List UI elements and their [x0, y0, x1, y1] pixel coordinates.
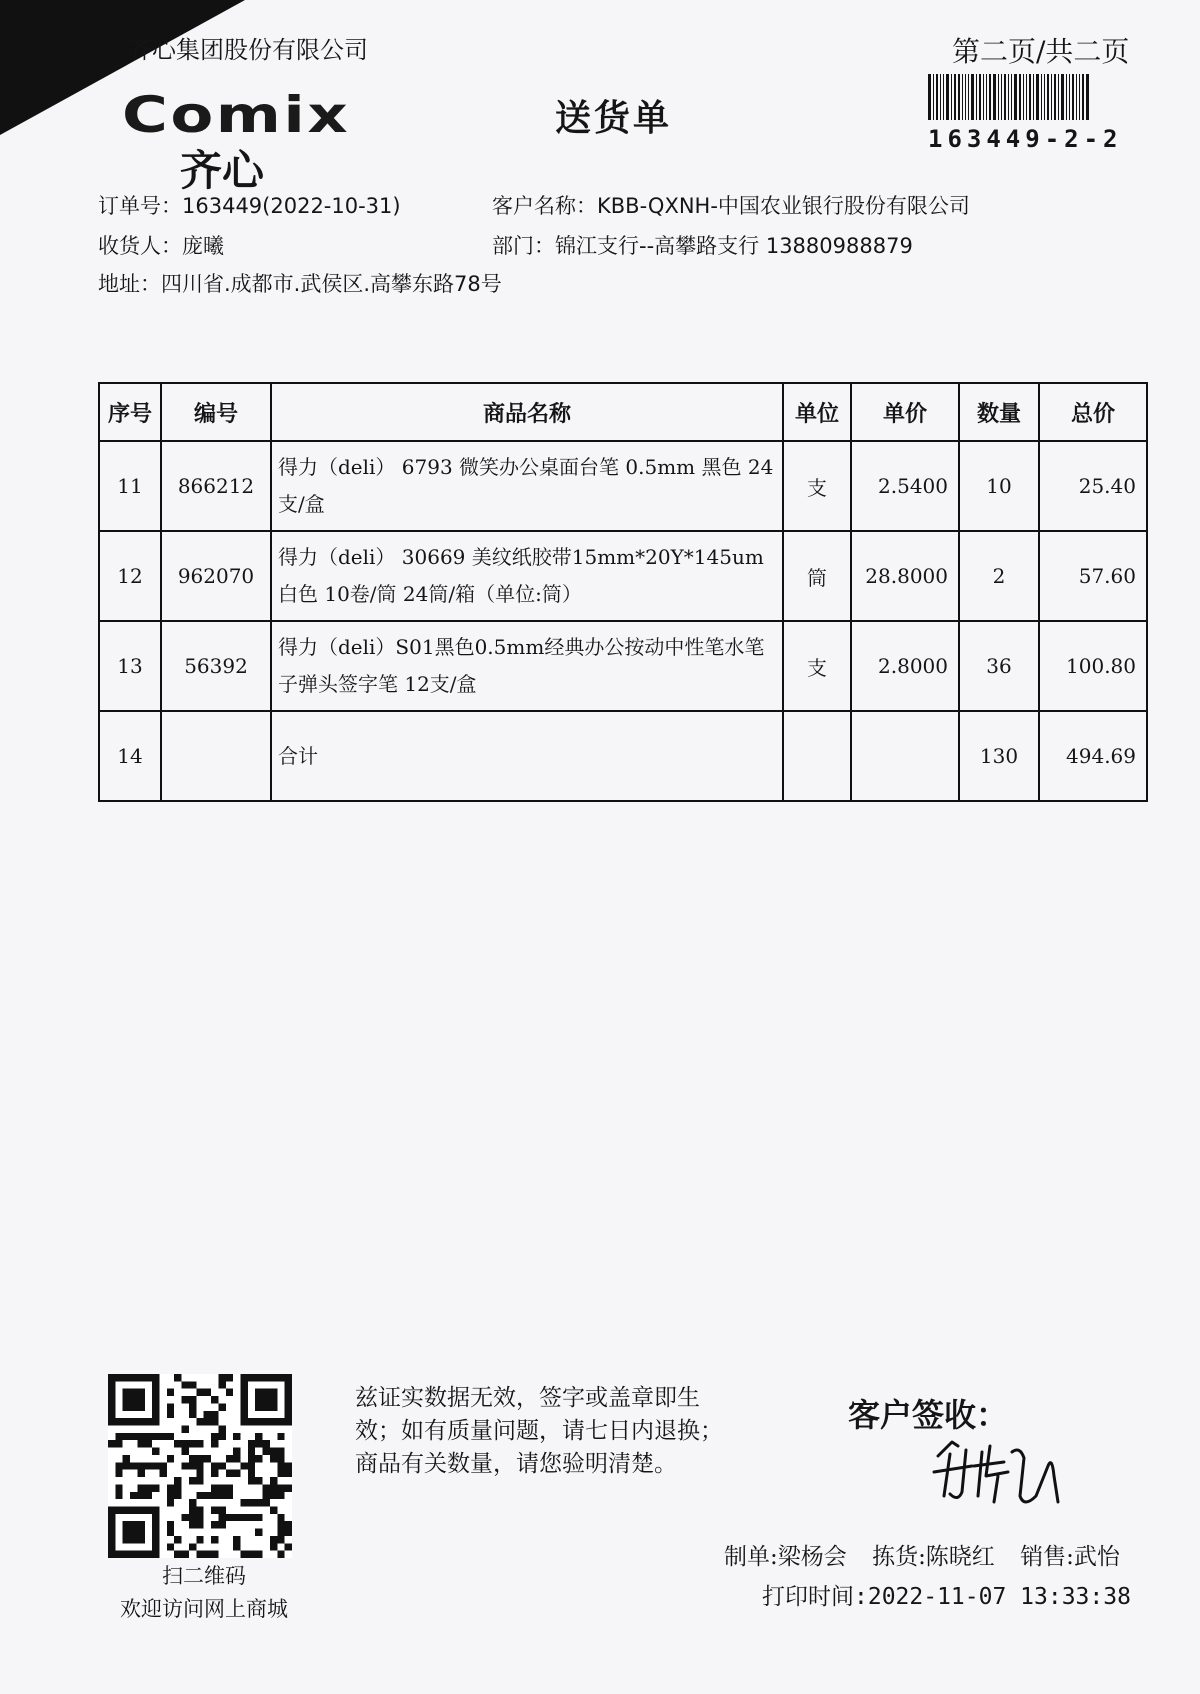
cell-code [161, 711, 271, 801]
cell-qty: 130 [959, 711, 1039, 801]
cell-seq: 12 [99, 531, 161, 621]
header-total: 总价 [1039, 383, 1147, 441]
cell-price: 2.8000 [851, 621, 959, 711]
cell-price: 28.8000 [851, 531, 959, 621]
cell-total: 57.60 [1039, 531, 1147, 621]
handwritten-signature [928, 1436, 1078, 1516]
table-row [99, 531, 1147, 621]
cell-qty: 2 [959, 531, 1039, 621]
header-price: 单价 [851, 383, 959, 441]
qr-caption-line2: 欢迎访问网上商城 [120, 1597, 288, 1621]
page-info: 第二页/共二页 [952, 35, 1130, 68]
maker: 制单:梁杨会 [724, 1544, 847, 1570]
cell-total: 494.69 [1039, 711, 1147, 801]
cell-qty: 36 [959, 621, 1039, 711]
comix-logo-chinese: 齐心 [180, 146, 265, 195]
order-number: 订单号：163449(2022-10-31) [98, 194, 401, 218]
qr-caption-line1: 扫二维码 [162, 1564, 246, 1588]
address: 地址：四川省.成都市.武侯区.高攀东路78号 [98, 272, 502, 296]
staff-line [724, 1538, 1138, 1571]
customer-sign-label: 客户签收： [848, 1396, 1009, 1434]
cell-unit [783, 711, 851, 801]
barcode-number: 163449-2-2 [928, 125, 1123, 153]
cell-total: 25.40 [1039, 441, 1147, 531]
table-row [99, 441, 1147, 531]
cell-seq: 11 [99, 441, 161, 531]
cell-code: 962070 [161, 531, 271, 621]
cell-qty: 10 [959, 441, 1039, 531]
cell-code: 866212 [161, 441, 271, 531]
document-title: 送货单 [555, 98, 673, 139]
department: 部门：锦江支行--高攀路支行 13880988879 [492, 234, 913, 258]
table-header-row [99, 383, 1147, 441]
qr-caption [84, 1560, 324, 1626]
cell-unit: 支 [783, 441, 851, 531]
barcode-icon [928, 74, 1140, 120]
cell-price [851, 711, 959, 801]
notice-line2: 效；如有质量问题，请七日内退换； [355, 1418, 723, 1444]
table-total-row [99, 711, 1147, 801]
cell-code: 56392 [161, 621, 271, 711]
qr-code-icon [108, 1374, 292, 1558]
customer-name: 客户名称：KBB-QXNH-中国农业银行股份有限公司 [492, 194, 970, 218]
print-time: 打印时间:2022-11-07 13:33:38 [762, 1584, 1131, 1610]
receiver: 收货人：庞曦 [98, 234, 224, 258]
header-code: 编号 [161, 383, 271, 441]
cell-name: 合计 [271, 711, 783, 801]
notice-line1: 兹证实数据无效，签字或盖章即生 [355, 1385, 700, 1411]
notice-text [355, 1382, 775, 1481]
cell-name: 得力（deli） 30669 美纹纸胶带15mm*20Y*145um 白色 10卷/筒 24筒/箱（单位:筒） [271, 531, 783, 621]
header-unit: 单位 [783, 383, 851, 441]
picker: 拣货:陈晓红 [872, 1544, 995, 1570]
items-table [98, 382, 1148, 802]
notice-line3: 商品有关数量，请您验明清楚。 [355, 1451, 677, 1477]
cell-name: 得力（deli）S01黑色0.5mm经典办公按动中性笔水笔 子弹头签字笔 12支/盒 [271, 621, 783, 711]
table-row [99, 621, 1147, 711]
cell-total: 100.80 [1039, 621, 1147, 711]
sales: 销售:武怡 [1020, 1544, 1120, 1570]
comix-logo-text: Comix [122, 86, 351, 144]
cell-unit: 筒 [783, 531, 851, 621]
company-name: 齐心集团股份有限公司 [128, 36, 368, 64]
header-seq: 序号 [99, 383, 161, 441]
cell-seq: 14 [99, 711, 161, 801]
cell-unit: 支 [783, 621, 851, 711]
header-name: 商品名称 [271, 383, 783, 441]
cell-price: 2.5400 [851, 441, 959, 531]
cell-name: 得力（deli） 6793 微笑办公桌面台笔 0.5mm 黑色 24支/盒 [271, 441, 783, 531]
cell-seq: 13 [99, 621, 161, 711]
header-qty: 数量 [959, 383, 1039, 441]
